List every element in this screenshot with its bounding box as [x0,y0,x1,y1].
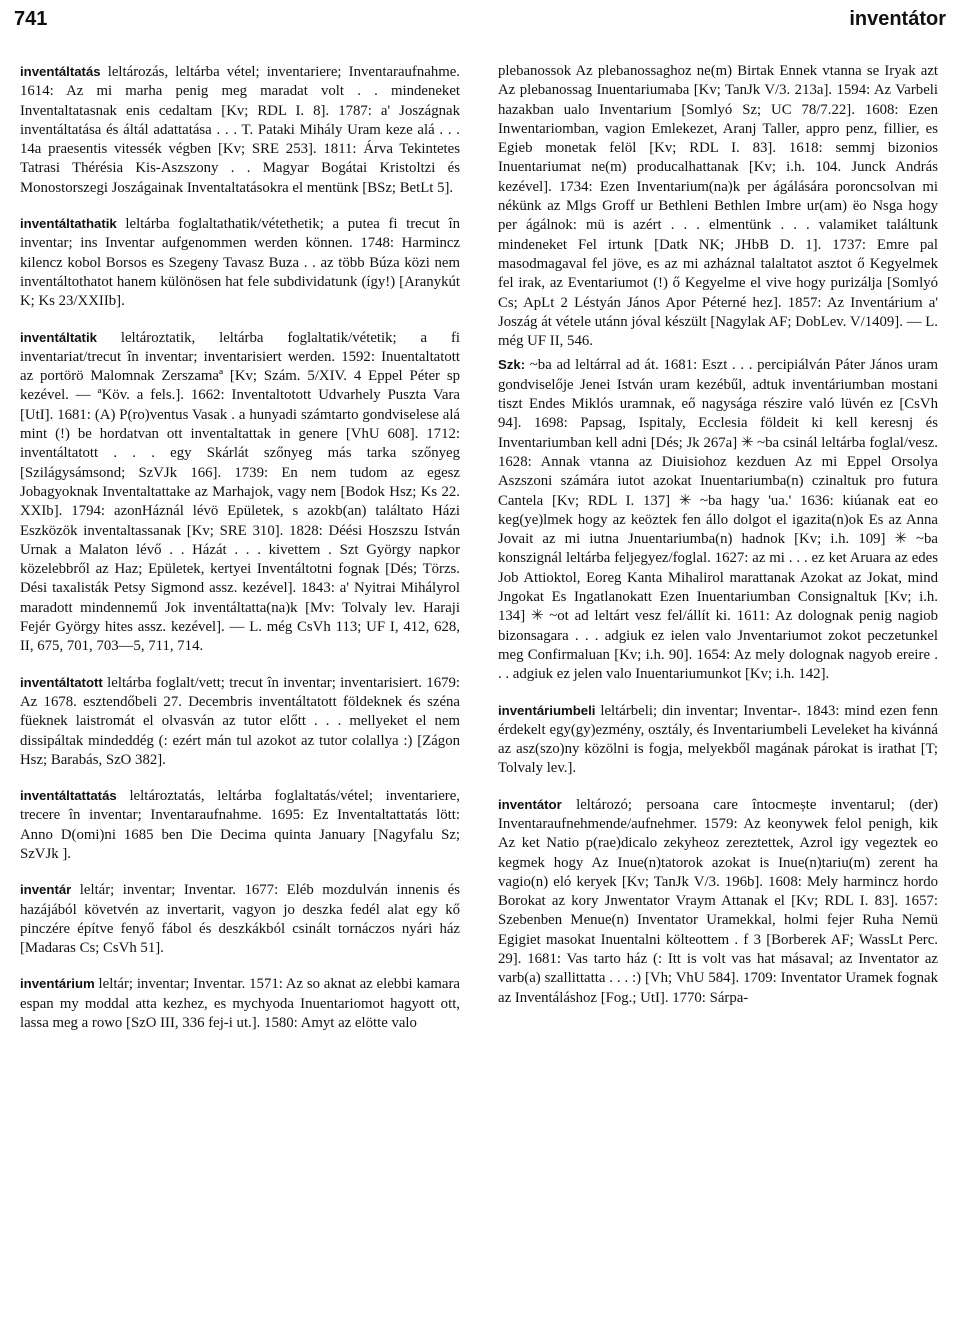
dictionary-entry [20,214,460,311]
entry-text: leltároztatik, leltárba foglaltatik/vétetik; a fi inventariat/trecut în inventar; inventarisiert werden. 1592: Inuentaltatott az portörö Malomnak Zerszamaª [Kv; Szám. 5/XIV. 4 Eppel Péter sp kezével. — ªKöv. a fels.]. 1662: Inventaltotott Udvarhely Puszta Vara [UtI]. 1681: (A) P(ro)ventus Vasak . a hunyadi számtarto gondviselese alá mint (!) be hordatvan ott inventaltattak in genere [VhU 608]. 1712: inventáltatott . . . egy Skárlát szőnyeg más tarka szőnyeg [Szilágysámsond; SzVJk 166]. 1739: En nem tudom az egesz Jobagyoknak Inventaltattake az Marhajok, vagy nem [Bodok Hsz; Ks 22. XXIb]. 1794: azonHáznál lévö Epületek, s azokb(an) találtato Házi Eszközök inventaltassanak [Kv; SRE 310]. 1828: Déési Hoszszu István Urnak a Malaton lévő . . Házát . . . kivettem . Szt György napkor közelebbről az Haz; Epületek, kertyei Inventáltotni fognak [Dés; Törzs. Dési taxalisták Petsy Sigmond assz. kezével]. 1843: a' Nyitrai Mihályrol maradott mindennemű Jok inventáltatta(na)k [Mv: Tolvaly lev. Haraji Fejér György hites assz. kezével]. — L. még CsVh 113; UF I, 412, 628, II, 675, 701, 703—5, 711, 714. [20,329,460,655]
dictionary-entry [20,328,460,657]
entry-headword: Szk: [498,357,526,373]
entry-text: leltár; inventar; Inventar. 1571: Az so aknat az elebbi kamara espan my moddal atta kezhez, es mychyoda Inuentariomot hagyott ott, lassa meg a rowo [SzO III, 336 fej-i ut.]. 1580: Amyt az elötte valo [20,976,460,1032]
entry-headword: inventáltattatás [20,788,117,804]
left-column [20,62,460,1049]
right-column [498,62,938,1024]
dictionary-entry [20,673,460,770]
entry-text: leltároztatás, leltárba foglaltatás/vétel; inventariere, trecere în inventar; Inventaraufnahme. 1695: Ez Inventaltattatás lött: Anno D(omi)ni 1685 ben Die Decima quinta January [Nagyfalu Sz; SzVJk ]. [20,788,460,862]
entry-text: leltárba foglalt/vett; trecut în inventar; inventarisiert. 1679: Az 1678. esztendőbeli 27. Decembris inventáltatott földeknek és széna füeknek laistromát el olvasván az tutor előtt . . . mellyeket el nem dissipáltak mindeddég (: ezért mán tul azokot az tutor colallya :) [Zágon Hsz; Barabás, SzO 382]. [20,674,460,768]
entry-text: ~ba ad leltárral ad át. 1681: Eszt . . . percipiálván Páter János uram gondviselője Jenei István uram kezébűl, adtuk inventáriumban mostani tiszt Endes Miklós uramnak, eő nagysága részire való lüvén ez [CsVh 94]. 1698: Papsag, Ispitaly, Ecclesia földeit ki kell keresnj és Inventariumban kell adni [Dés; Jk 267a] ✳ ~ba csinál leltárba foglal/vesz. 1628: Annak vtanna az Diuisiohoz kezduen Az mi Eppel Orsolya Aszszoni számára iutot azokat Inuentariumba(n) czinaltuk pro futura Cantela [Kv; RDL I. 137] ✳ ~ba hagy 'ua.' 1636: kiúanak eat eo keg(ye)lmek hogy az keöztek fen állo dolgot el igazita(n)ok Es az Anna Jovait az mi iutna Jnuentariumba(n) hadnok [Kv; i.h. 109] ✳ ~ba konszignál leltárba feljegyez/foglal. 1627: az mi . . . ez ket Aruara az edes Job Attioktol, Eoreg Kanta Mihalirol marattanak Azokat az Jokat, mind Jngokat Es Ingatlanokatt Ezen Inuentariumban Consignaltuk [Kv; i.h. 134] ✳ ~ot ad leltárt vesz fel/állít ki. 1611: Az dolognak penig nagiob bizonsagara . . . adgiuk ez ielen valo Jnventariumot zokot peczetunkel meg Confirmaluan [Kv; i.h. 90]. 1654: Az mely dolognak nagyob ereire . . . adgiuk ez jelen valo Inuentariumunkot [Kv; i.h. 142]. [498,357,938,683]
entry-text: leltárba foglaltathatik/vétethetik; a putea fi trecut în inventar; ins Inventar aufgenommen werden können. 1748: Harmincz kilencz kobol Borsos es Szegeny Tavasz Buza . . az több Búza közi nem inventáltothatot hanem különösen hat fele subdividatunk (így!) [Aranykút K; Ks 23/XXIIb]. [20,216,460,310]
dictionary-entry [498,795,938,1008]
entry-continuation [498,62,938,351]
dictionary-entry [20,974,460,1033]
entry-headword: inventátor [498,796,562,812]
entry-headword: inventáltatás [20,64,101,79]
subentry-block [498,355,938,684]
page-number: 741 [14,8,48,30]
entry-text: leltár; inventar; Inventar. 1677: Eléb mozdulván innenis és hazájából követvén az invertarit, vagyon jo deszka fedél alat egy kő pinczére építve fenyő fábol és deszkákból csinált tornáczos nyári ház [Madaras Cs; CsVh 51]. [20,882,460,957]
entry-headword: inventáltathatik [20,216,117,232]
dictionary-entry [20,786,460,864]
entry-headword: inventáriumbeli [498,702,596,718]
dictionary-entry [20,880,460,958]
entry-headword: inventárium [20,976,95,992]
entry-headword: inventáltatik [20,329,97,345]
entry-text: leltárbeli; din inventar; Inventar-. 1843: mind ezen fenn érdekelt egy(gy)ezmény, osztály, és Inventariumbeli Leveleket ha kivánná az asz(szo)ny közölni is fogja, melyekből magának párokat is irathat [T; Tolvaly lev.]. [498,702,938,777]
entry-text: plebanossok Az plebanossaghoz ne(m) Birtak Ennek vtanna se Iryak azt Az plebanossag Inuentariumaba [Kv; TanJk V/3. 213a]. 1594: Az Varbeli hazakban ualo Inventarium [Somlyó Sz; UC 78/7.22]. 1608: Ezen Inwentariomban, vagion Emlekezet, Aranj Taller, appro penz, fillier, es Egieb monetak felöl [Kv; RDL I. 83]. 1618: semmj bizonios Inuentariumat ne(m) producalhattanak [Kv; i.h. 104. Junck András kezével]. 1734: Ezen Inventarium(na)k per ágálására poroncsolvan mi nékünk az Mlgs Groff ur Bethleni Bethlen Imbre ur(am) ëo Nsga hogy per ágálnok: mü is azért . . . elmentünk . . . valamiket találtunk mindeneket Fel irtunk [Datk NK; JHbB D. 1]. 1737: Emre pal masodmagaval fel jöve, es az mi azháznal talaltatot asztot ő Kegyelmek fel irak, az Eventariumot (!) ő Kegyelme el vive hogy purizálja [Somlyó Cs; ApLt 2 Léstyán János Apor Péterné hez]. 1857: Az Inventárium a' Joszág át vétele utánn jóval készült [Nagylak AF; DobLev. V/1409]. — L. még UF II, 546. [498,63,938,350]
page-header [14,8,946,36]
dictionary-entry [498,701,938,779]
entry-text: leltározás, leltárba vétel; inventariere; Inventaraufnahme. 1614: Az mi marha penig meg maradat volt . . mindeneket Inventaltatasnak enis cedaltam [Kv; RDL I. 8]. 1787: a' Joszágnak inventáltatása és áltál adattatása . . . T. Pataki Mihály Uram keze alá . . . 14a praesentis vitessék végben [Kv; SRE 253]. 1811: Árva Tekintetes Tatrasi Thérésia Kis-Aszszony . . Magyar Bogátai Kristoltzi és Monostorszegi Joszágainak Inventaltatásokra el mentünk [BSz; BetLt 5]. [20,64,460,196]
entry-headword: inventáltatott [20,674,103,690]
dictionary-entry [20,62,460,198]
running-head: inventátor [849,8,946,30]
entry-text: leltározó; persoana care întocmește inventarul; (der) Inventaraufnehmende/aufnehmer. 1579: Az keonywek felol penigh, kik Az ket Natio p(rae)dicalo zekyheoz zereztettek, Azrol igy vegeztek eo kegmek hogy Az Inue(n)tatorok azokat is Inue(n)tariu(m) zerent ha vagio(n) eló keryek [Kv; TanJk V/3. 196b]. 1608: Mely harmincz hordo Borokat az kory Jnwentator Vraym Attanak el [Kv; RDL I. 83]. 1657: Szebenben Menue(n) Inventator Uramekkal, holmi fejer Ruha Nemü Egigiet masokat Inuentalni költeottem . f 3 [Borberek AF; WassLt Perc. 29]. 1681: Vas tarto ház (: Itt is volt vas hat másaval; az Inventator az varb(a) szallittatta . . . :) [Vh; VhU 584]. 1709: Inventator Uramek fognak az Inventáláshoz [Fog.; UtI]. 1770: Sárpa- [498,796,938,1006]
entry-headword: inventár [20,882,72,898]
